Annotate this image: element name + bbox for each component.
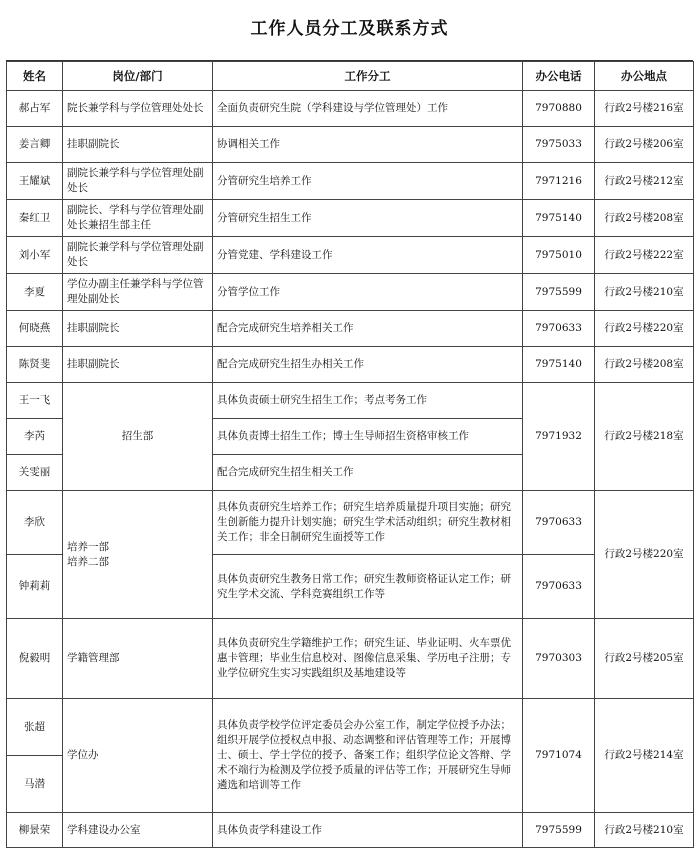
cell-department: 学位办 xyxy=(63,699,213,813)
cell-name: 李夏 xyxy=(7,274,63,311)
cell-location: 行政2号楼212室 xyxy=(595,163,694,200)
cell-phone: 7970303 xyxy=(523,619,595,699)
table-row xyxy=(7,813,694,848)
cell-name: 张超 xyxy=(7,699,63,756)
cell-phone: 7975140 xyxy=(523,347,595,383)
cell-location: 行政2号楼206室 xyxy=(595,127,694,163)
cell-duty: 具体负责学校学位评定委员会办公室工作，制定学位授予办法；组织开展学位授权点申报、动态调整和评估管理等工作；开展博士、硕士、学士学位的授予、备案工作；组织学位论文答辩、学术不端行为检测及学位授予质量的评估等工作；开展研究生导师遴选和培训等工作 xyxy=(213,699,523,813)
cell-name: 王一飞 xyxy=(7,383,63,419)
cell-duty: 全面负责研究生院（学科建设与学位管理处）工作 xyxy=(213,91,523,127)
cell-name: 钟莉莉 xyxy=(7,555,63,619)
cell-location: 行政2号楼222室 xyxy=(595,237,694,274)
table-row xyxy=(7,347,694,383)
header-name: 姓名 xyxy=(7,62,63,91)
cell-duty: 具体负责研究生学籍维护工作；研究生证、毕业证明、火车票优惠卡管理；毕业生信息校对、图像信息采集、学历电子注册；专业学位研究生实习实践组织及基地建设等 xyxy=(213,619,523,699)
department-line: 培养二部 xyxy=(67,555,109,568)
cell-location: 行政2号楼210室 xyxy=(595,274,694,311)
cell-duty: 配合完成研究生招生相关工作 xyxy=(213,455,523,491)
table-row xyxy=(7,699,694,756)
cell-position: 学位办副主任兼学科与学位管理处副处长 xyxy=(63,274,213,311)
cell-location: 行政2号楼220室 xyxy=(595,491,694,619)
cell-duty: 协调相关工作 xyxy=(213,127,523,163)
cell-duty: 具体负责硕士研究生招生工作；考点考务工作 xyxy=(213,383,523,419)
cell-name: 柳景荣 xyxy=(7,813,63,848)
cell-duty: 分管学位工作 xyxy=(213,274,523,311)
cell-duty: 分管研究生招生工作 xyxy=(213,200,523,237)
cell-name: 陈贤斐 xyxy=(7,347,63,383)
cell-location: 行政2号楼208室 xyxy=(595,347,694,383)
cell-phone: 7970633 xyxy=(523,555,595,619)
department-line: 培养一部 xyxy=(67,540,109,553)
cell-name: 刘小军 xyxy=(7,237,63,274)
cell-name: 倪毅明 xyxy=(7,619,63,699)
table-row xyxy=(7,127,694,163)
cell-position: 挂职副院长 xyxy=(63,311,213,347)
table-row xyxy=(7,491,694,555)
cell-phone: 7970633 xyxy=(523,491,595,555)
table-row xyxy=(7,91,694,127)
cell-department: 学科建设办公室 xyxy=(63,813,213,848)
table-row xyxy=(7,383,694,419)
cell-duty: 具体负责学科建设工作 xyxy=(213,813,523,848)
cell-duty: 配合完成研究生招生办相关工作 xyxy=(213,347,523,383)
cell-phone: 7971216 xyxy=(523,163,595,200)
cell-location: 行政2号楼205室 xyxy=(595,619,694,699)
table-row xyxy=(7,274,694,311)
cell-phone: 7975599 xyxy=(523,274,595,311)
cell-phone: 7971932 xyxy=(523,383,595,491)
page-title: 工作人员分工及联系方式 xyxy=(250,19,449,39)
cell-position: 挂职副院长 xyxy=(63,347,213,383)
cell-name: 姜言卿 xyxy=(7,127,63,163)
cell-phone: 7975033 xyxy=(523,127,595,163)
cell-department: 招生部 xyxy=(63,383,213,491)
cell-duty: 具体负责研究生教务日常工作；研究生教师资格证认定工作；研究生学术交流、学科竞赛组织工作等 xyxy=(213,555,523,619)
header-phone: 办公电话 xyxy=(523,62,595,91)
cell-name: 李芮 xyxy=(7,419,63,455)
staff-table xyxy=(6,61,694,848)
cell-name: 李欣 xyxy=(7,491,63,555)
table-row xyxy=(7,200,694,237)
table-row xyxy=(7,619,694,699)
cell-location: 行政2号楼214室 xyxy=(595,699,694,813)
cell-duty: 具体负责研究生培养工作；研究生培养质量提升项目实施；研究生创新能力提升计划实施；研究生学术活动组织；研究生教材相关工作；非全日制研究生面授等工作 xyxy=(213,491,523,555)
cell-phone: 7970633 xyxy=(523,311,595,347)
cell-location: 行政2号楼208室 xyxy=(595,200,694,237)
cell-location: 行政2号楼218室 xyxy=(595,383,694,491)
cell-phone: 7971074 xyxy=(523,699,595,813)
cell-position: 副院长、学科与学位管理处副处长兼招生部主任 xyxy=(63,200,213,237)
cell-position: 挂职副院长 xyxy=(63,127,213,163)
cell-location: 行政2号楼216室 xyxy=(595,91,694,127)
table-row xyxy=(7,311,694,347)
cell-position: 副院长兼学科与学位管理处副处长 xyxy=(63,237,213,274)
cell-name: 郝占军 xyxy=(7,91,63,127)
cell-duty: 分管研究生培养工作 xyxy=(213,163,523,200)
cell-name: 马潜 xyxy=(7,756,63,813)
cell-name: 关雯丽 xyxy=(7,455,63,491)
header-duty: 工作分工 xyxy=(213,62,523,91)
cell-duty: 分管党建、学科建设工作 xyxy=(213,237,523,274)
header-position: 岗位/部门 xyxy=(63,62,213,91)
cell-phone: 7975010 xyxy=(523,237,595,274)
table-row xyxy=(7,163,694,200)
cell-duty: 具体负责博士招生工作；博士生导师招生资格审核工作 xyxy=(213,419,523,455)
cell-position: 副院长兼学科与学位管理处副处长 xyxy=(63,163,213,200)
cell-location: 行政2号楼210室 xyxy=(595,813,694,848)
cell-department xyxy=(63,491,213,619)
cell-department: 学籍管理部 xyxy=(63,619,213,699)
cell-position: 院长兼学科与学位管理处处长 xyxy=(63,91,213,127)
cell-duty: 配合完成研究生培养相关工作 xyxy=(213,311,523,347)
cell-phone: 7975599 xyxy=(523,813,595,848)
table-row xyxy=(7,237,694,274)
cell-phone: 7975140 xyxy=(523,200,595,237)
cell-location: 行政2号楼220室 xyxy=(595,311,694,347)
cell-name: 何晓燕 xyxy=(7,311,63,347)
cell-phone: 7970880 xyxy=(523,91,595,127)
cell-name: 秦红卫 xyxy=(7,200,63,237)
cell-name: 王耀斌 xyxy=(7,163,63,200)
header-location: 办公地点 xyxy=(595,62,694,91)
table-header-row xyxy=(7,62,694,91)
